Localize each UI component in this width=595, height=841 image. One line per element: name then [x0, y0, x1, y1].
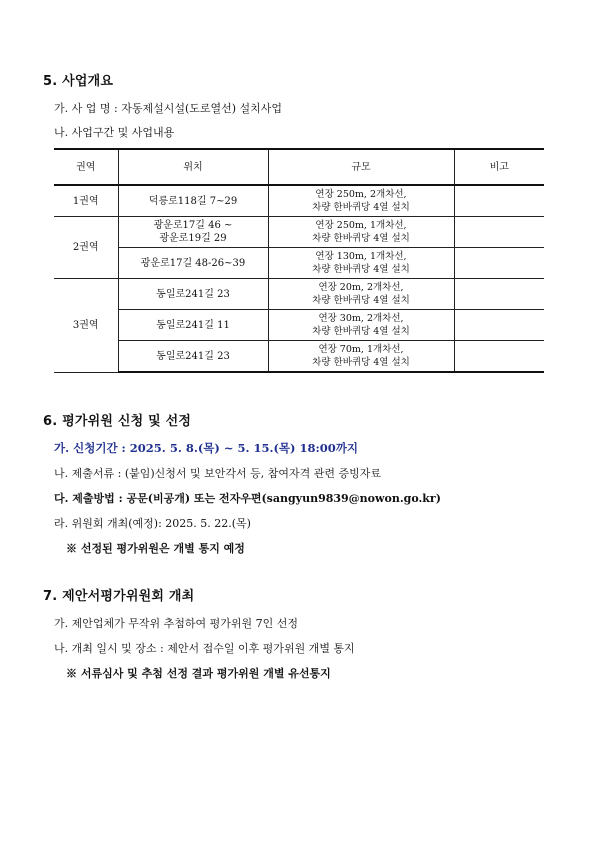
note-cell — [454, 341, 544, 373]
zone-cell: 2권역 — [54, 217, 118, 279]
scale-line-1: 연장 20m, 2개차선, — [318, 282, 404, 293]
location-cell — [118, 217, 268, 248]
header-zone: 권역 — [54, 149, 118, 185]
scale-line-1: 연장 70m, 1개차선, — [318, 344, 404, 355]
committee-date-line: 라. 위원회 개최(예정): 2025. 5. 22.(목) — [54, 517, 251, 530]
table-row — [54, 341, 544, 373]
scale-cell — [268, 248, 454, 279]
zone-cell: 1권역 — [54, 185, 118, 217]
scale-line-2: 차량 한바퀴당 4열 설치 — [312, 326, 410, 337]
selection-notice: ※ 선정된 평가위원은 개별 통지 예정 — [66, 542, 245, 555]
note-cell — [454, 248, 544, 279]
location-line-1: 광운로17길 46 ~ — [153, 220, 233, 231]
scale-line-1: 연장 30m, 2개차선, — [318, 313, 404, 324]
committee-schedule-line: 나. 개최 일시 및 장소 : 제안서 접수일 이후 평가위원 개별 통지 — [54, 642, 355, 655]
submission-method-line: 다. 제출방법 : 공문(비공개) 또는 전자우편(sangyun9839@nowon.go.kr) — [54, 492, 441, 505]
scale-cell — [268, 341, 454, 373]
scale-line-1: 연장 130m, 1개차선, — [315, 251, 407, 262]
note-cell — [454, 185, 544, 217]
table-header-row — [54, 149, 544, 185]
note-cell — [454, 310, 544, 341]
location-cell: 동일로241길 23 — [118, 341, 268, 373]
header-note: 비고 — [454, 149, 544, 185]
header-location: 위치 — [118, 149, 268, 185]
scale-line-1: 연장 250m, 1개차선, — [315, 220, 407, 231]
scale-line-1: 연장 250m, 2개차선, — [315, 189, 407, 200]
location-cell: 동일로241길 11 — [118, 310, 268, 341]
table-row — [54, 185, 544, 217]
scale-line-2: 차량 한바퀴당 4열 설치 — [312, 233, 410, 244]
location-cell: 광운로17길 48-26~39 — [118, 248, 268, 279]
result-notice: ※ 서류심사 및 추첨 선정 결과 평가위원 개별 유선통지 — [66, 667, 331, 680]
scale-line-2: 차량 한바퀴당 4열 설치 — [312, 264, 410, 275]
scale-line-2: 차량 한바퀴당 4열 설치 — [312, 202, 410, 213]
scale-line-2: 차량 한바퀴당 4열 설치 — [312, 295, 410, 306]
zone-cell: 3권역 — [54, 279, 118, 373]
section-7-heading: 7. 제안서평가위원회 개최 — [43, 589, 195, 604]
note-cell — [454, 217, 544, 248]
project-name-line: 가. 사 업 명 : 자동제설시설(도로열선) 설치사업 — [54, 102, 283, 115]
scale-cell — [268, 185, 454, 217]
scale-line-2: 차량 한바퀴당 4열 설치 — [312, 357, 410, 368]
project-section-line: 나. 사업구간 및 사업내용 — [54, 126, 175, 139]
table-row — [54, 310, 544, 341]
section-6-heading: 6. 평가위원 신청 및 선정 — [43, 414, 192, 429]
section-5-heading: 5. 사업개요 — [43, 74, 114, 89]
committee-selection-line: 가. 제안업체가 무작위 추첨하여 평가위원 7인 선정 — [54, 617, 298, 630]
table-row — [54, 248, 544, 279]
table-row — [54, 279, 544, 310]
submission-documents-line: 나. 제출서류 : (붙임)신청서 및 보안각서 등, 참여자격 관련 증빙자료 — [54, 467, 382, 480]
project-section-table — [54, 148, 544, 373]
location-line-2: 광운로19길 29 — [159, 233, 227, 244]
location-cell: 덕릉로118길 7~29 — [118, 185, 268, 217]
scale-cell — [268, 310, 454, 341]
scale-cell — [268, 217, 454, 248]
header-scale: 규모 — [268, 149, 454, 185]
application-period-line: 가. 신청기간 : 2025. 5. 8.(목) ~ 5. 15.(목) 18:00까지 — [54, 441, 358, 455]
note-cell — [454, 279, 544, 310]
table-row — [54, 217, 544, 248]
scale-cell — [268, 279, 454, 310]
location-cell: 동일로241길 23 — [118, 279, 268, 310]
